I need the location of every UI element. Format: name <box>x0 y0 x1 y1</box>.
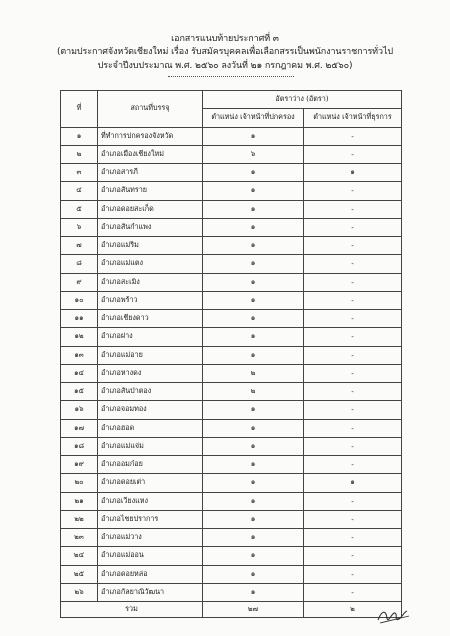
total-administrative: ๒๗ <box>203 602 304 618</box>
row-administrative-count: ๑ <box>203 346 304 364</box>
row-clerical-count: - <box>304 401 402 419</box>
table-row <box>61 437 402 455</box>
row-clerical-count: - <box>304 346 402 364</box>
row-clerical-count: - <box>304 510 402 528</box>
row-number: ๖ <box>61 218 98 236</box>
row-place: อำเภอหางดง <box>98 364 203 382</box>
row-administrative-count: ๑ <box>203 492 304 510</box>
row-number: ๑๗ <box>61 419 98 437</box>
row-number: ๑๘ <box>61 437 98 455</box>
row-clerical-count: - <box>304 383 402 401</box>
row-number: ๕ <box>61 200 98 218</box>
row-administrative-count: ๑ <box>203 529 304 547</box>
row-administrative-count: ๑ <box>203 474 304 492</box>
announcement-date: ประจำปีงบประมาณ พ.ศ. ๒๕๖๐ ลงวันที่ ๒๑ กรกฎาคม พ.ศ. ๒๕๖๐) <box>97 61 353 71</box>
table-row <box>61 456 402 474</box>
row-clerical-count: - <box>304 492 402 510</box>
table-row <box>61 364 402 382</box>
row-place: อำเภอแม่อาย <box>98 346 203 364</box>
row-number: ๒๔ <box>61 547 98 565</box>
row-administrative-count: ๑ <box>203 310 304 328</box>
table-row <box>61 492 402 510</box>
table-row <box>61 145 402 163</box>
row-administrative-count: ๑ <box>203 328 304 346</box>
row-place: อำเภอแม่ออน <box>98 547 203 565</box>
row-clerical-count: - <box>304 565 402 583</box>
row-number: ๑๒ <box>61 328 98 346</box>
row-administrative-count: ๑ <box>203 273 304 291</box>
row-administrative-count: ๑ <box>203 255 304 273</box>
row-place: อำเภอแม่แตง <box>98 255 203 273</box>
row-place: อำเภออมก๋อย <box>98 456 203 474</box>
row-clerical-count: - <box>304 456 402 474</box>
row-clerical-count: - <box>304 529 402 547</box>
column-header-place: สถานที่บรรจุ <box>98 91 203 128</box>
column-header-position-clerical: ตำแหน่ง เจ้าหน้าที่ธุรการ <box>304 109 402 127</box>
table-row <box>61 182 402 200</box>
row-administrative-count: ๑ <box>203 127 304 145</box>
row-place: อำเภอสันกำแพง <box>98 218 203 236</box>
row-clerical-count: - <box>304 255 402 273</box>
row-administrative-count: ๑ <box>203 237 304 255</box>
row-administrative-count: ๑ <box>203 510 304 528</box>
signature-mark <box>376 604 412 626</box>
row-place: อำเภอแม่แจ่ม <box>98 437 203 455</box>
table-row <box>61 273 402 291</box>
row-administrative-count: ๑ <box>203 456 304 474</box>
row-number: ๒๒ <box>61 510 98 528</box>
row-place: อำเภอสันทราย <box>98 182 203 200</box>
row-number: ๔ <box>61 182 98 200</box>
row-clerical-count: - <box>304 273 402 291</box>
table-row <box>61 127 402 145</box>
row-number: ๑๓ <box>61 346 98 364</box>
row-place: อำเภอสารภี <box>98 164 203 182</box>
row-place: อำเภอสันป่าตอง <box>98 383 203 401</box>
table-row <box>61 401 402 419</box>
row-place: อำเภอแม่วาง <box>98 529 203 547</box>
row-administrative-count: ๑ <box>203 547 304 565</box>
row-place: อำเภอแม่ริม <box>98 237 203 255</box>
row-place: อำเภอจอมทอง <box>98 401 203 419</box>
row-clerical-count: ๑ <box>304 474 402 492</box>
table-row <box>61 474 402 492</box>
table-body <box>61 127 402 602</box>
row-clerical-count: - <box>304 127 402 145</box>
row-number: ๓ <box>61 164 98 182</box>
row-clerical-count: - <box>304 437 402 455</box>
table-row <box>61 164 402 182</box>
total-label: รวม <box>61 602 203 618</box>
table-row <box>61 200 402 218</box>
row-administrative-count: ๑ <box>203 164 304 182</box>
row-administrative-count: ๑ <box>203 437 304 455</box>
row-number: ๒๑ <box>61 492 98 510</box>
row-place: อำเภอดอยหล่อ <box>98 565 203 583</box>
row-place: อำเภอไชยปราการ <box>98 510 203 528</box>
row-administrative-count: ๑ <box>203 419 304 437</box>
row-number: ๗ <box>61 237 98 255</box>
row-number: ๑๖ <box>61 401 98 419</box>
row-number: ๑๕ <box>61 383 98 401</box>
row-place: อำเภอเชียงดาว <box>98 310 203 328</box>
row-administrative-count: ๑ <box>203 291 304 309</box>
table-row <box>61 328 402 346</box>
row-administrative-count: ๑ <box>203 218 304 236</box>
row-place: ที่ทำการปกครองจังหวัด <box>98 127 203 145</box>
row-clerical-count: - <box>304 218 402 236</box>
row-administrative-count: ๖ <box>203 145 304 163</box>
table-row <box>61 237 402 255</box>
row-number: ๒๕ <box>61 565 98 583</box>
row-number: ๙ <box>61 273 98 291</box>
row-administrative-count: ๑ <box>203 583 304 601</box>
row-clerical-count: - <box>304 328 402 346</box>
row-number: ๑ <box>61 127 98 145</box>
dotted-divider <box>168 76 294 77</box>
table-row <box>61 510 402 528</box>
row-clerical-count: - <box>304 182 402 200</box>
row-number: ๑๙ <box>61 456 98 474</box>
announcement-reference: (ตามประกาศจังหวัดเชียงใหม่ เรื่อง รับสมัครบุคคลเพื่อเลือกสรรเป็นพนักงานราชการทั่วไป <box>56 47 394 57</box>
row-administrative-count: ๒ <box>203 364 304 382</box>
column-header-no: ที่ <box>61 91 98 128</box>
row-place: อำเภอดอยสะเก็ด <box>98 200 203 218</box>
attachment-title: เอกสารแนบท้ายประกาศที่ ๓ <box>171 34 279 44</box>
table-row <box>61 529 402 547</box>
table-row <box>61 255 402 273</box>
row-clerical-count: - <box>304 583 402 601</box>
row-place: อำเภอพร้าว <box>98 291 203 309</box>
row-place: อำเภอดอยเต่า <box>98 474 203 492</box>
table-row <box>61 346 402 364</box>
row-administrative-count: ๑ <box>203 565 304 583</box>
row-place: อำเภอสะเมิง <box>98 273 203 291</box>
row-clerical-count: - <box>304 291 402 309</box>
table-row <box>61 310 402 328</box>
row-place: อำเภอกัลยาณิวัฒนา <box>98 583 203 601</box>
column-header-position-administrative: ตำแหน่ง เจ้าหน้าที่ปกครอง <box>203 109 304 127</box>
row-number: ๒๓ <box>61 529 98 547</box>
row-place: อำเภอเวียงแหง <box>98 492 203 510</box>
table-row <box>61 383 402 401</box>
row-number: ๒ <box>61 145 98 163</box>
row-clerical-count: ๑ <box>304 164 402 182</box>
row-clerical-count: - <box>304 145 402 163</box>
row-number: ๒๖ <box>61 583 98 601</box>
row-number: ๒๐ <box>61 474 98 492</box>
row-administrative-count: ๑ <box>203 401 304 419</box>
row-clerical-count: - <box>304 419 402 437</box>
row-clerical-count: - <box>304 547 402 565</box>
table-row <box>61 583 402 601</box>
vacancy-table <box>60 90 402 618</box>
table-row <box>61 565 402 583</box>
row-clerical-count: - <box>304 237 402 255</box>
row-clerical-count: - <box>304 200 402 218</box>
row-place: อำเภอเมืองเชียงใหม่ <box>98 145 203 163</box>
row-number: ๑๐ <box>61 291 98 309</box>
row-administrative-count: ๑ <box>203 200 304 218</box>
table-row <box>61 218 402 236</box>
row-number: ๘ <box>61 255 98 273</box>
table-row <box>61 547 402 565</box>
row-place: อำเภอฝาง <box>98 328 203 346</box>
table-row <box>61 291 402 309</box>
row-place: อำเภอฮอด <box>98 419 203 437</box>
row-administrative-count: ๒ <box>203 383 304 401</box>
row-clerical-count: - <box>304 310 402 328</box>
row-number: ๑๑ <box>61 310 98 328</box>
total-clerical: ๒ <box>304 602 402 618</box>
column-header-vacancies: อัตราว่าง (อัตรา) <box>203 91 402 109</box>
table-row <box>61 419 402 437</box>
total-row <box>61 602 402 618</box>
row-administrative-count: ๑ <box>203 182 304 200</box>
row-clerical-count: - <box>304 364 402 382</box>
row-number: ๑๔ <box>61 364 98 382</box>
